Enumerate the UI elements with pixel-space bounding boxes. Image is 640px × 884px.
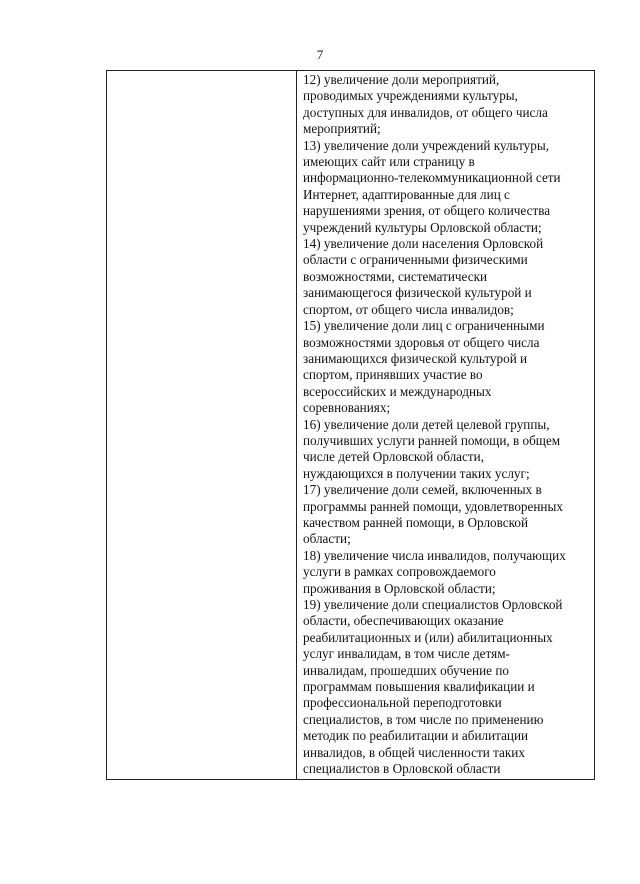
table-text-line: услуги в рамках сопровождаемого [303,564,496,580]
table-text-line: 16) увеличение доли детей целевой группы, [303,416,550,432]
table-text-line: инвалидам, прошедших обучение по [303,662,509,678]
table-text-line: проживания в Орловской области; [303,580,496,596]
table-text-line: доступных для инвалидов, от общего числа [303,104,548,120]
table-text-line: 12) увеличение доли мероприятий, [303,72,500,87]
table-text-line: профессиональной переподготовки [303,695,502,711]
table-text-line: занимающегося физической культурой и [303,285,532,301]
table-text-line: спортом, от общего числа инвалидов; [303,301,514,317]
table-text-line: всероссийских и международных [303,383,492,399]
table-text-line: проводимых учреждениями культуры, [303,88,518,104]
table-text-line: занимающихся физической культурой и [303,350,528,366]
table-text-line: инвалидов, в общей численности таких [303,744,525,760]
table-text-line: Интернет, адаптированные для лиц с [303,186,510,202]
table-text-line: специалистов в Орловской области [303,761,501,777]
table-text-line: соревнованиях; [303,400,391,416]
table-text-line: реабилитационных и (или) абилитационных [303,629,553,645]
table-text-line: нуждающихся в получении таких услуг; [303,465,530,481]
table-text-line: нарушениями зрения, от общего количества [303,203,551,219]
table-text-line: программы ранней помощи, удовлетворенных [303,498,563,514]
table-text-line: 19) увеличение доли специалистов Орловской [303,597,563,612]
table-text-line: 14) увеличение доли населения Орловской [303,236,544,252]
table-column-divider [296,71,297,779]
table-text-line: возможностями здоровья от общего числа [303,334,540,350]
table-text-line: методик по реабилитации и абилитации [303,728,529,744]
table-text-line: учреждений культуры Орловской области; [303,219,542,235]
table-text-line: специалистов, в том числе по применению [303,711,544,727]
table-text-line: качеством ранней помощи, в Орловской [303,514,529,530]
table-right-cell [303,72,593,777]
table-text-line: 13) увеличение доли учреждений культуры, [303,137,550,153]
table-text-line: получивших услуги ранней помощи, в общем [303,432,561,448]
table-text-line: мероприятий; [303,121,381,137]
table-text-line: возможностями, систематически [303,268,488,284]
table-text-line: числе детей Орловской области, [303,449,484,465]
table-left-cell [107,71,296,779]
document-table [106,70,595,780]
table-text-line: услуг инвалидам, в том числе детям- [303,646,510,662]
table-text-line: области; [303,531,351,547]
table-text-line: имеющих сайт или страницу в [303,154,475,170]
page-number: 7 [316,47,324,62]
table-text-line: программам повышения квалификации и [303,679,535,695]
table-text-line: 17) увеличение доли семей, включенных в [303,482,542,498]
table-text-line: 18) увеличение числа инвалидов, получающих [303,547,566,563]
table-text-line: 15) увеличение доли лиц с ограниченными [303,318,545,334]
table-text-line: спортом, принявших участие во [303,367,483,383]
table-text-line: области с ограниченными физическими [303,252,528,268]
table-text-line: информационно-телекоммуникационной сети [303,170,561,186]
table-text-line: области, обеспечивающих оказание [303,613,504,629]
